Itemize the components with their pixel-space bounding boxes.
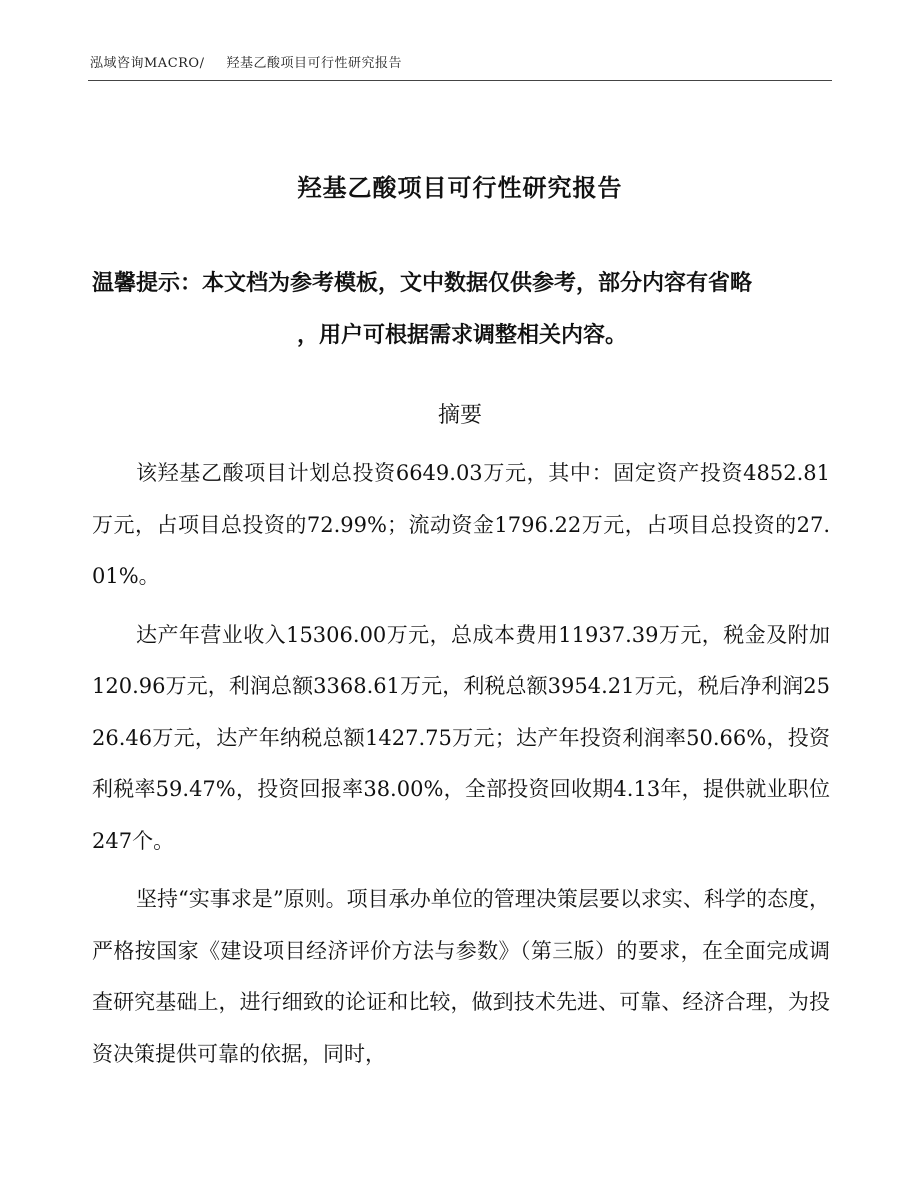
header-divider [88,80,832,81]
abstract-body [92,448,830,1087]
notice-line-1: 温馨提示：本文档为参考模板，文中数据仅供参考，部分内容有省略 [92,271,753,296]
header-doc-name: 羟基乙酸项目可行性研究报告 [226,56,402,71]
abstract-heading: 摘要 [437,403,482,428]
abstract-paragraph-principles: 坚持“实事求是”原则。项目承办单位的管理决策层要以求实、科学的态度，严格按国家《建设项目经济评价方法与参数》（第三版）的要求，在全面完成调查研究基础上，进行细致的论证和比较，做到技术先进、可靠、经济合理，为投资决策提供可靠的依据，同时， [92,887,830,1066]
abstract-paragraph-investment: 该羟基乙酸项目计划总投资6649.03万元，其中：固定资产投资4852.81万元，占项目总投资的72.99%；流动资金1796.22万元，占项目总投资的27.01%。 [92,461,830,588]
running-header [90,52,402,71]
abstract-paragraph-financials: 达产年营业收入15306.00万元，总成本费用11937.39万元，税金及附加120.96万元，利润总额3368.61万元，利税总额3954.21万元，税后净利润2526.46万元，达产年纳税总额1427.75万元；达产年投资利润率50.66%，投资利税率59.47%，投资回报率38.00%，全部投资回收期4.13年，提供就业职位247个。 [92,622,830,853]
document-title: 羟基乙酸项目可行性研究报告 [297,174,623,202]
notice-line-2: ，用户可根据需求调整相关内容。 [296,323,627,348]
header-brand: 泓域咨询MACRO/ [90,56,205,71]
template-notice [92,258,832,362]
